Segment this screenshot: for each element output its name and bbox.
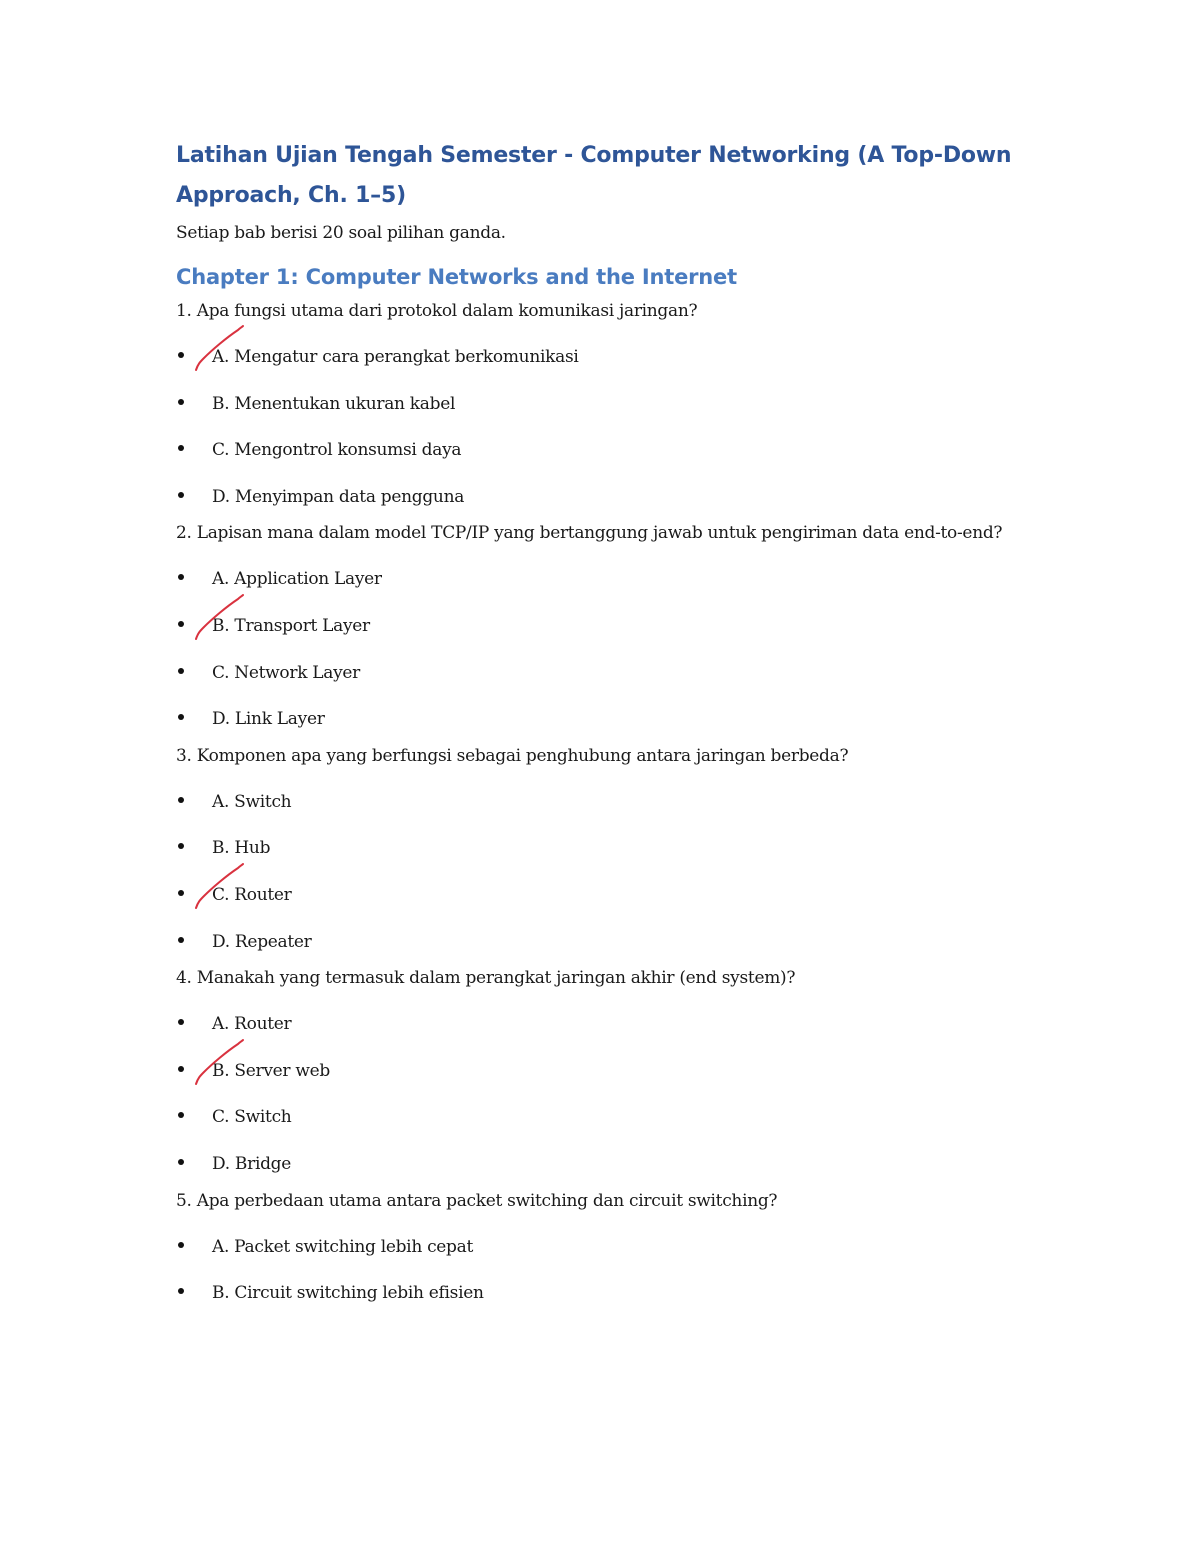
question-block xyxy=(176,292,1016,510)
option-item xyxy=(176,1131,1016,1178)
bullet-icon xyxy=(178,714,184,720)
option-item xyxy=(176,1260,1016,1307)
option-item xyxy=(176,1214,1016,1261)
option-list xyxy=(176,1214,1016,1307)
question-list xyxy=(176,292,1016,1307)
option-text: A. Application Layer xyxy=(212,569,382,590)
option-item xyxy=(176,593,1016,640)
option-text: D. Link Layer xyxy=(212,709,325,730)
question-text: 3. Komponen apa yang berfungsi sebagai penghubung antara jaringan berbeda? xyxy=(176,745,849,766)
bullet-icon xyxy=(178,1242,184,1248)
option-text: A. Switch xyxy=(212,791,292,812)
question-text: 5. Apa perbedaan utama antara packet switching dan circuit switching? xyxy=(176,1190,778,1211)
option-text: C. Router xyxy=(212,884,292,905)
option-list xyxy=(176,769,1016,955)
bullet-icon xyxy=(178,1112,184,1118)
handwritten-check-icon xyxy=(192,1036,262,1090)
handwritten-check-icon xyxy=(192,860,262,914)
question-block xyxy=(176,510,1016,732)
option-item xyxy=(176,640,1016,687)
bullet-icon xyxy=(178,399,184,405)
chapter-heading: Chapter 1: Computer Networks and the Internet xyxy=(176,265,737,289)
option-list xyxy=(176,324,1016,510)
option-item xyxy=(176,686,1016,733)
bullet-icon xyxy=(178,1019,184,1025)
bullet-icon xyxy=(178,352,184,358)
bullet-icon xyxy=(178,797,184,803)
option-text: A. Mengatur cara perangkat berkomunikasi xyxy=(212,347,579,367)
option-item xyxy=(176,1084,1016,1131)
option-text: B. Hub xyxy=(212,838,271,859)
bullet-icon xyxy=(178,1159,184,1165)
option-item xyxy=(176,371,1016,418)
bullet-icon xyxy=(178,890,184,896)
option-text: D. Repeater xyxy=(212,931,312,952)
bullet-icon xyxy=(178,621,184,627)
option-text: D. Menyimpan data pengguna xyxy=(212,486,465,507)
bullet-icon xyxy=(178,843,184,849)
option-list xyxy=(176,546,1016,732)
question-text: 4. Manakah yang termasuk dalam perangkat jaringan akhir (end system)? xyxy=(176,968,796,989)
option-item xyxy=(176,1038,1016,1085)
bullet-icon xyxy=(178,1288,184,1294)
option-item xyxy=(176,769,1016,816)
handwritten-check-icon xyxy=(192,591,262,645)
option-text: C. Network Layer xyxy=(212,662,361,683)
question-block xyxy=(176,955,1016,1177)
option-item xyxy=(176,546,1016,593)
question-block xyxy=(176,733,1016,955)
option-list xyxy=(176,991,1016,1177)
option-text: C. Mengontrol konsumsi daya xyxy=(212,440,462,461)
option-item xyxy=(176,324,1016,371)
bullet-icon xyxy=(178,574,184,580)
option-text: B. Server web xyxy=(212,1060,330,1081)
option-item xyxy=(176,815,1016,862)
bullet-icon xyxy=(178,1066,184,1072)
option-text: D. Bridge xyxy=(212,1153,292,1174)
option-text: C. Switch xyxy=(212,1107,292,1128)
option-item xyxy=(176,909,1016,956)
bullet-icon xyxy=(178,492,184,498)
option-text: A. Packet switching lebih cepat xyxy=(212,1236,473,1257)
question-text: 1. Apa fungsi utama dari protokol dalam komunikasi jaringan? xyxy=(176,301,698,321)
handwritten-check-icon xyxy=(192,322,262,376)
option-text: B. Menentukan ukuran kabel xyxy=(212,393,456,414)
bullet-icon xyxy=(178,937,184,943)
option-text: B. Transport Layer xyxy=(212,615,370,636)
option-item xyxy=(176,464,1016,511)
bullet-icon xyxy=(178,445,184,451)
document-title: Latihan Ujian Tengah Semester - Computer Networking (A Top-Down Approach, Ch. 1–5) xyxy=(176,143,1012,208)
bullet-icon xyxy=(178,668,184,674)
option-item xyxy=(176,991,1016,1038)
document-subtitle: Setiap bab berisi 20 soal pilihan ganda. xyxy=(176,223,506,243)
question-text: 2. Lapisan mana dalam model TCP/IP yang bertanggung jawab untuk pengiriman data end-to-end? xyxy=(176,523,1003,544)
option-text: A. Router xyxy=(212,1014,292,1035)
document-content xyxy=(176,136,1016,1307)
option-item xyxy=(176,862,1016,909)
question-block xyxy=(176,1178,1016,1307)
option-text: B. Circuit switching lebih efisien xyxy=(212,1283,484,1304)
option-item xyxy=(176,417,1016,464)
